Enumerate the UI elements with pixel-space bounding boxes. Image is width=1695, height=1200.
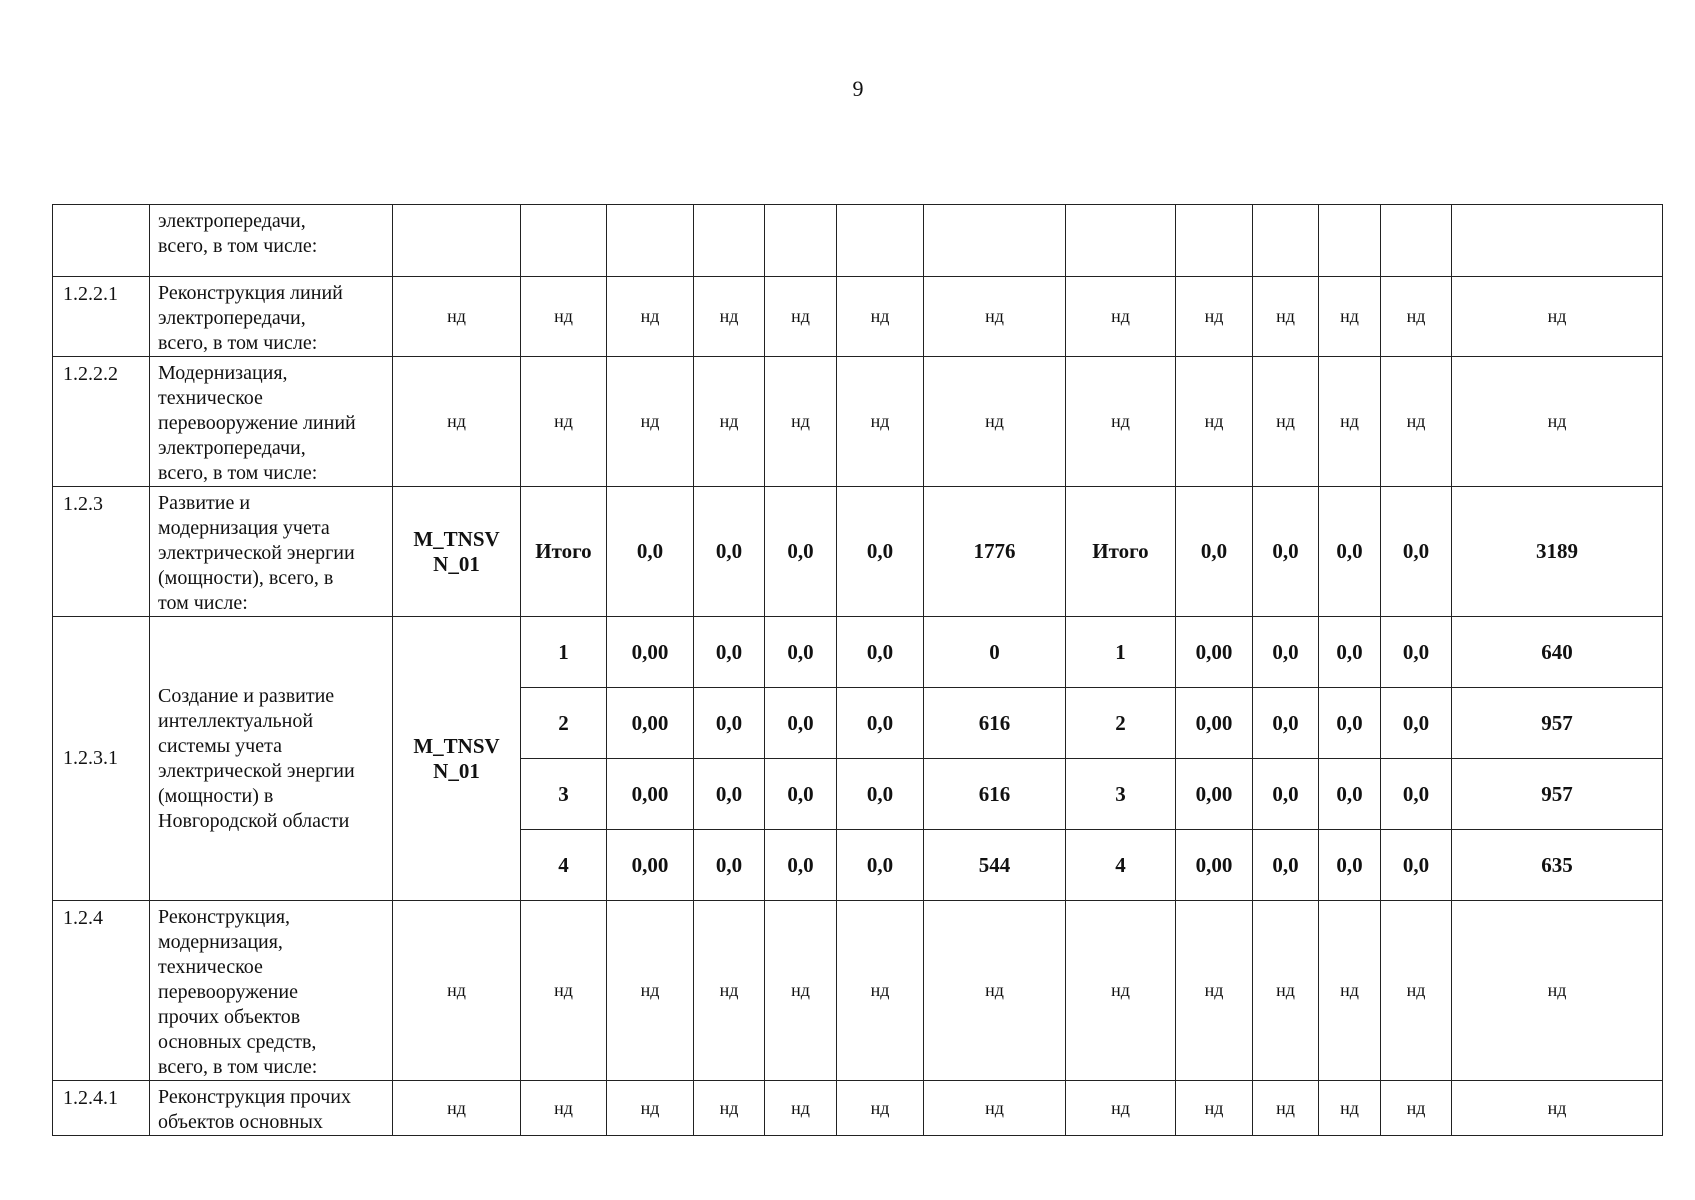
cell: [1253, 205, 1319, 277]
cell: 1776: [924, 487, 1066, 617]
cell: 0,0: [765, 830, 837, 901]
table-row: [53, 1081, 1663, 1136]
row-name: электропередачи, всего, в том числе:: [150, 205, 393, 277]
cell: нд: [1381, 901, 1452, 1081]
cell: Итого: [1066, 487, 1176, 617]
cell: 0,00: [1176, 759, 1253, 830]
cell: 635: [1452, 830, 1663, 901]
cell: [1066, 205, 1176, 277]
row-code: 1.2.3: [53, 487, 150, 617]
cell: нд: [1066, 357, 1176, 487]
cell-id: нд: [393, 277, 521, 357]
cell: Итого: [521, 487, 607, 617]
cell: нд: [694, 277, 765, 357]
cell: [1452, 205, 1663, 277]
cell: 3: [521, 759, 607, 830]
cell: 0,0: [1319, 759, 1381, 830]
cell: 0,0: [1253, 830, 1319, 901]
cell-id: нд: [393, 1081, 521, 1136]
cell: нд: [1452, 1081, 1663, 1136]
cell: 0,0: [694, 688, 765, 759]
investment-program-table: [52, 204, 1663, 1136]
row-name: Модернизация, техническое перевооружение линий электропередачи, всего, в том числе:: [150, 357, 393, 487]
cell: нд: [1253, 901, 1319, 1081]
cell: нд: [694, 1081, 765, 1136]
cell: 0,0: [765, 617, 837, 688]
cell: 0,0: [765, 487, 837, 617]
cell: 0,00: [607, 617, 694, 688]
cell: нд: [837, 277, 924, 357]
cell: [1381, 205, 1452, 277]
row-name: Развитие и модернизация учета электрической энергии (мощности), всего, в том числе:: [150, 487, 393, 617]
cell: нд: [607, 1081, 694, 1136]
cell: 0,0: [837, 487, 924, 617]
row-code: 1.2.2.1: [53, 277, 150, 357]
cell: нд: [694, 901, 765, 1081]
cell: 0,0: [1319, 830, 1381, 901]
row-code: [53, 205, 150, 277]
cell: нд: [1253, 277, 1319, 357]
cell: 0,0: [1381, 688, 1452, 759]
cell: нд: [765, 357, 837, 487]
cell: 0,0: [694, 759, 765, 830]
cell: нд: [1066, 1081, 1176, 1136]
cell: нд: [1176, 901, 1253, 1081]
cell: 4: [1066, 830, 1176, 901]
cell: нд: [1253, 357, 1319, 487]
cell: 616: [924, 688, 1066, 759]
cell: [607, 205, 694, 277]
cell: 4: [521, 830, 607, 901]
row-name: Реконструкция прочих объектов основных: [150, 1081, 393, 1136]
cell: 2: [1066, 688, 1176, 759]
cell: 0,0: [765, 688, 837, 759]
cell-id: нд: [393, 357, 521, 487]
cell: нд: [1381, 1081, 1452, 1136]
cell: 0,00: [1176, 688, 1253, 759]
table-row: [53, 205, 1663, 277]
cell: 0,00: [607, 688, 694, 759]
row-name: Реконструкция линий электропередачи, всего, в том числе:: [150, 277, 393, 357]
cell: нд: [1452, 277, 1663, 357]
cell: нд: [521, 1081, 607, 1136]
cell: 0,0: [694, 487, 765, 617]
table-row: [53, 357, 1663, 487]
cell: 0,0: [1381, 487, 1452, 617]
cell: нд: [607, 901, 694, 1081]
cell: нд: [1319, 357, 1381, 487]
cell-id: [393, 205, 521, 277]
cell: 0,0: [1253, 617, 1319, 688]
cell: 0,0: [694, 617, 765, 688]
cell: 0,0: [694, 830, 765, 901]
table-row: [53, 901, 1663, 1081]
row-name: Реконструкция, модернизация, техническое перевооружение прочих объектов основных средств, всего, в том числе:: [150, 901, 393, 1081]
row-code: 1.2.2.2: [53, 357, 150, 487]
cell: [1319, 205, 1381, 277]
cell: нд: [837, 357, 924, 487]
cell: 0,0: [837, 759, 924, 830]
cell: нд: [765, 1081, 837, 1136]
cell: 957: [1452, 759, 1663, 830]
cell: нд: [924, 1081, 1066, 1136]
cell: нд: [1176, 1081, 1253, 1136]
cell: 0,0: [1381, 759, 1452, 830]
cell: нд: [924, 357, 1066, 487]
cell: нд: [765, 901, 837, 1081]
cell: нд: [1319, 1081, 1381, 1136]
cell: нд: [1452, 901, 1663, 1081]
cell: 3189: [1452, 487, 1663, 617]
cell: 0,0: [1253, 487, 1319, 617]
cell: 0,0: [837, 830, 924, 901]
row-name: Создание и развитие интеллектуальной системы учета электрической энергии (мощности) в Новгородской области: [150, 617, 393, 901]
cell: 544: [924, 830, 1066, 901]
cell: 0,0: [607, 487, 694, 617]
cell: нд: [765, 277, 837, 357]
table-row: [53, 487, 1663, 617]
cell: [837, 205, 924, 277]
cell: 0,0: [765, 759, 837, 830]
cell: нд: [607, 357, 694, 487]
cell: нд: [837, 901, 924, 1081]
cell: 3: [1066, 759, 1176, 830]
cell: 616: [924, 759, 1066, 830]
cell-id: M_TNSV N_01: [393, 617, 521, 901]
cell: нд: [1253, 1081, 1319, 1136]
cell: 2: [521, 688, 607, 759]
table-row: [53, 277, 1663, 357]
cell: нд: [1066, 277, 1176, 357]
table-row: [53, 617, 1663, 688]
cell: [1176, 205, 1253, 277]
cell: нд: [837, 1081, 924, 1136]
cell: 0,0: [1319, 688, 1381, 759]
cell: нд: [1319, 277, 1381, 357]
cell-id: нд: [393, 901, 521, 1081]
cell: [765, 205, 837, 277]
cell: нд: [1381, 357, 1452, 487]
cell: нд: [1176, 357, 1253, 487]
cell: 0,0: [1176, 487, 1253, 617]
cell: 0,00: [607, 830, 694, 901]
cell: 0,0: [1381, 830, 1452, 901]
cell: нд: [694, 357, 765, 487]
cell: нд: [1381, 277, 1452, 357]
cell: [694, 205, 765, 277]
cell: 640: [1452, 617, 1663, 688]
cell: нд: [521, 901, 607, 1081]
cell: нд: [924, 901, 1066, 1081]
cell: нд: [1176, 277, 1253, 357]
cell: 0,0: [1253, 759, 1319, 830]
cell: 0,0: [837, 688, 924, 759]
cell: [924, 205, 1066, 277]
cell: нд: [924, 277, 1066, 357]
cell: 957: [1452, 688, 1663, 759]
row-code: 1.2.4: [53, 901, 150, 1081]
cell: 0,0: [837, 617, 924, 688]
cell: 1: [1066, 617, 1176, 688]
cell: 1: [521, 617, 607, 688]
row-code: 1.2.4.1: [53, 1081, 150, 1136]
cell: нд: [1452, 357, 1663, 487]
cell: нд: [1066, 901, 1176, 1081]
cell: нд: [521, 277, 607, 357]
cell: 0,00: [1176, 617, 1253, 688]
cell: 0,00: [607, 759, 694, 830]
cell: нд: [607, 277, 694, 357]
cell: 0,0: [1253, 688, 1319, 759]
cell: нд: [1319, 901, 1381, 1081]
cell: нд: [521, 357, 607, 487]
cell: 0,00: [1176, 830, 1253, 901]
row-code: 1.2.3.1: [53, 617, 150, 901]
cell: 0,0: [1319, 487, 1381, 617]
cell: 0,0: [1381, 617, 1452, 688]
cell: [521, 205, 607, 277]
cell: 0,0: [1319, 617, 1381, 688]
page-number: 9: [852, 76, 864, 101]
cell-id: M_TNSV N_01: [393, 487, 521, 617]
cell: 0: [924, 617, 1066, 688]
